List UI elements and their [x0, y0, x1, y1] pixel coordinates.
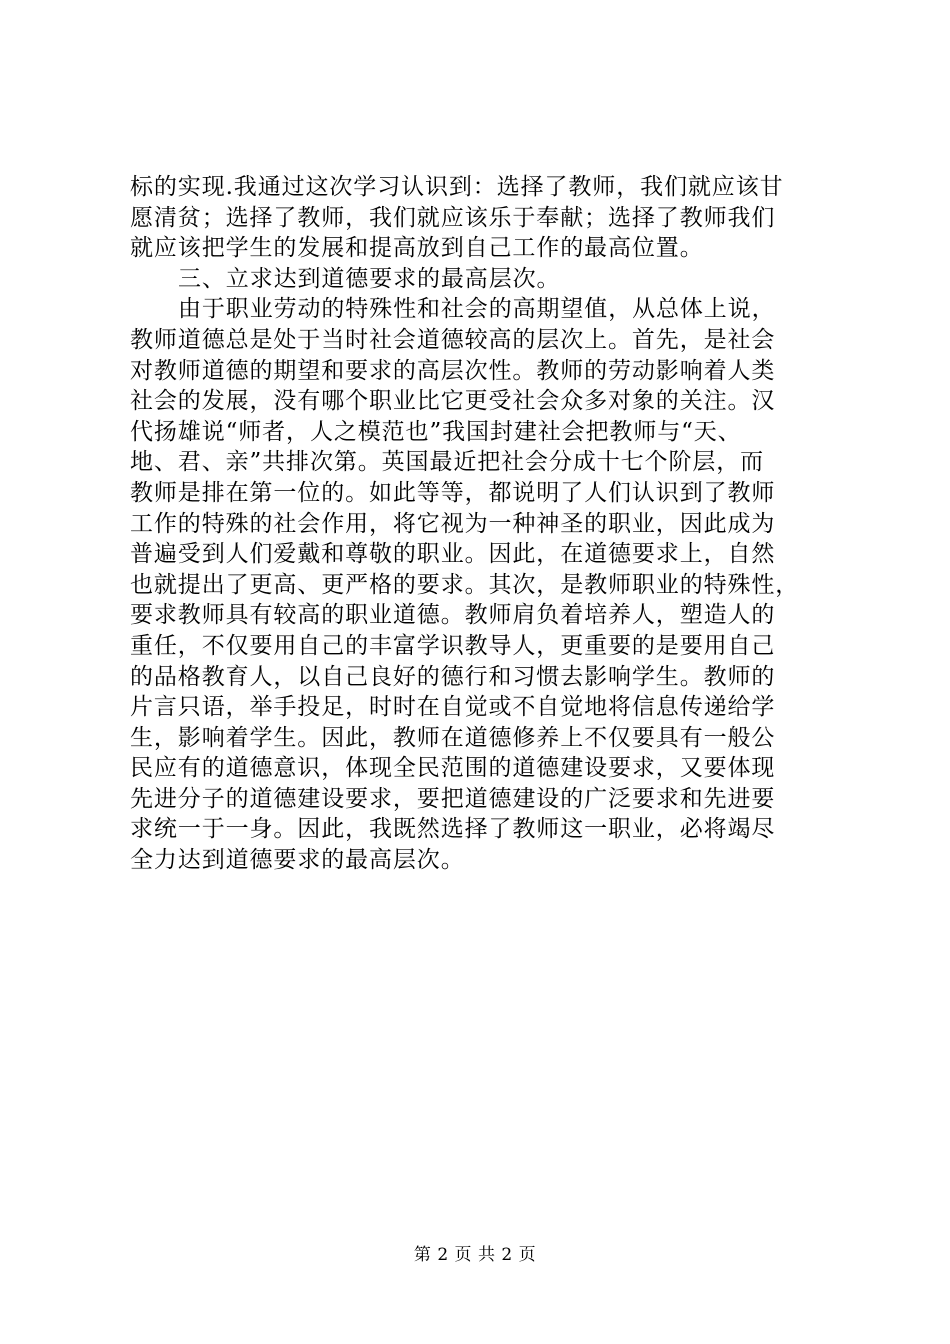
- text-line: 教师是排在第一位的。如此等等，都说明了人们认识到了教师: [130, 479, 776, 506]
- section-heading: 三、立求达到道德要求的最高层次。: [178, 265, 561, 292]
- text-line: 教师道德总是处于当时社会道德较高的层次上。首先，是社会: [130, 326, 776, 353]
- text-line: 也就提出了更高、更严格的要求。其次，是教师职业的特殊性，: [130, 571, 800, 598]
- text-line: 对教师道德的期望和要求的高层次性。教师的劳动影响着人类: [130, 357, 776, 384]
- text-line: 愿清贫；选择了教师，我们就应该乐于奉献；选择了教师我们: [130, 204, 776, 231]
- text-line: 要求教师具有较高的职业道德。教师肩负着培养人，塑造人的: [130, 602, 776, 629]
- text-line: 工作的特殊的社会作用，将它视为一种神圣的职业，因此成为: [130, 510, 776, 537]
- page-number: 第 2 页 共 2 页: [413, 1245, 537, 1265]
- text-line: 片言只语，举手投足，时时在自觉或不自觉地将信息传递给学: [130, 694, 776, 721]
- page-footer: [0, 1244, 950, 1266]
- text-line: 普遍受到人们爱戴和尊敬的职业。因此，在道德要求上，自然: [130, 541, 776, 568]
- text-line: 代扬雄说“师者，人之模范也”我国封建社会把教师与“天、: [130, 418, 742, 445]
- text-line: 就应该把学生的发展和提高放到自己工作的最高位置。: [130, 235, 704, 262]
- text-line: 民应有的道德意识，体现全民范围的道德建设要求，又要体现: [130, 755, 776, 782]
- text-line: 全力达到道德要求的最高层次。: [130, 847, 465, 874]
- body-text: [130, 172, 830, 876]
- text-line: 生，影响着学生。因此，教师在道德修养上不仅要具有一般公: [130, 724, 776, 751]
- text-line: 社会的发展，没有哪个职业比它更受社会众多对象的关注。汉: [130, 388, 776, 415]
- paragraph-first-line: 由于职业劳动的特殊性和社会的高期望值，从总体上说，: [178, 296, 776, 323]
- text-line: 求统一于一身。因此，我既然选择了教师这一职业，必将竭尽: [130, 816, 776, 843]
- text-line: 地、君、亲”共排次第。英国最近把社会分成十七个阶层，而: [130, 449, 765, 476]
- text-line: 先进分子的道德建设要求，要把道德建设的广泛要求和先进要: [130, 785, 776, 812]
- text-line: 的品格教育人，以自己良好的德行和习惯去影响学生。教师的: [130, 663, 776, 690]
- text-line: 重任，不仅要用自己的丰富学识教导人，更重要的是要用自己: [130, 632, 776, 659]
- text-line: 标的实现.我通过这次学习认识到：选择了教师，我们就应该甘: [130, 174, 784, 200]
